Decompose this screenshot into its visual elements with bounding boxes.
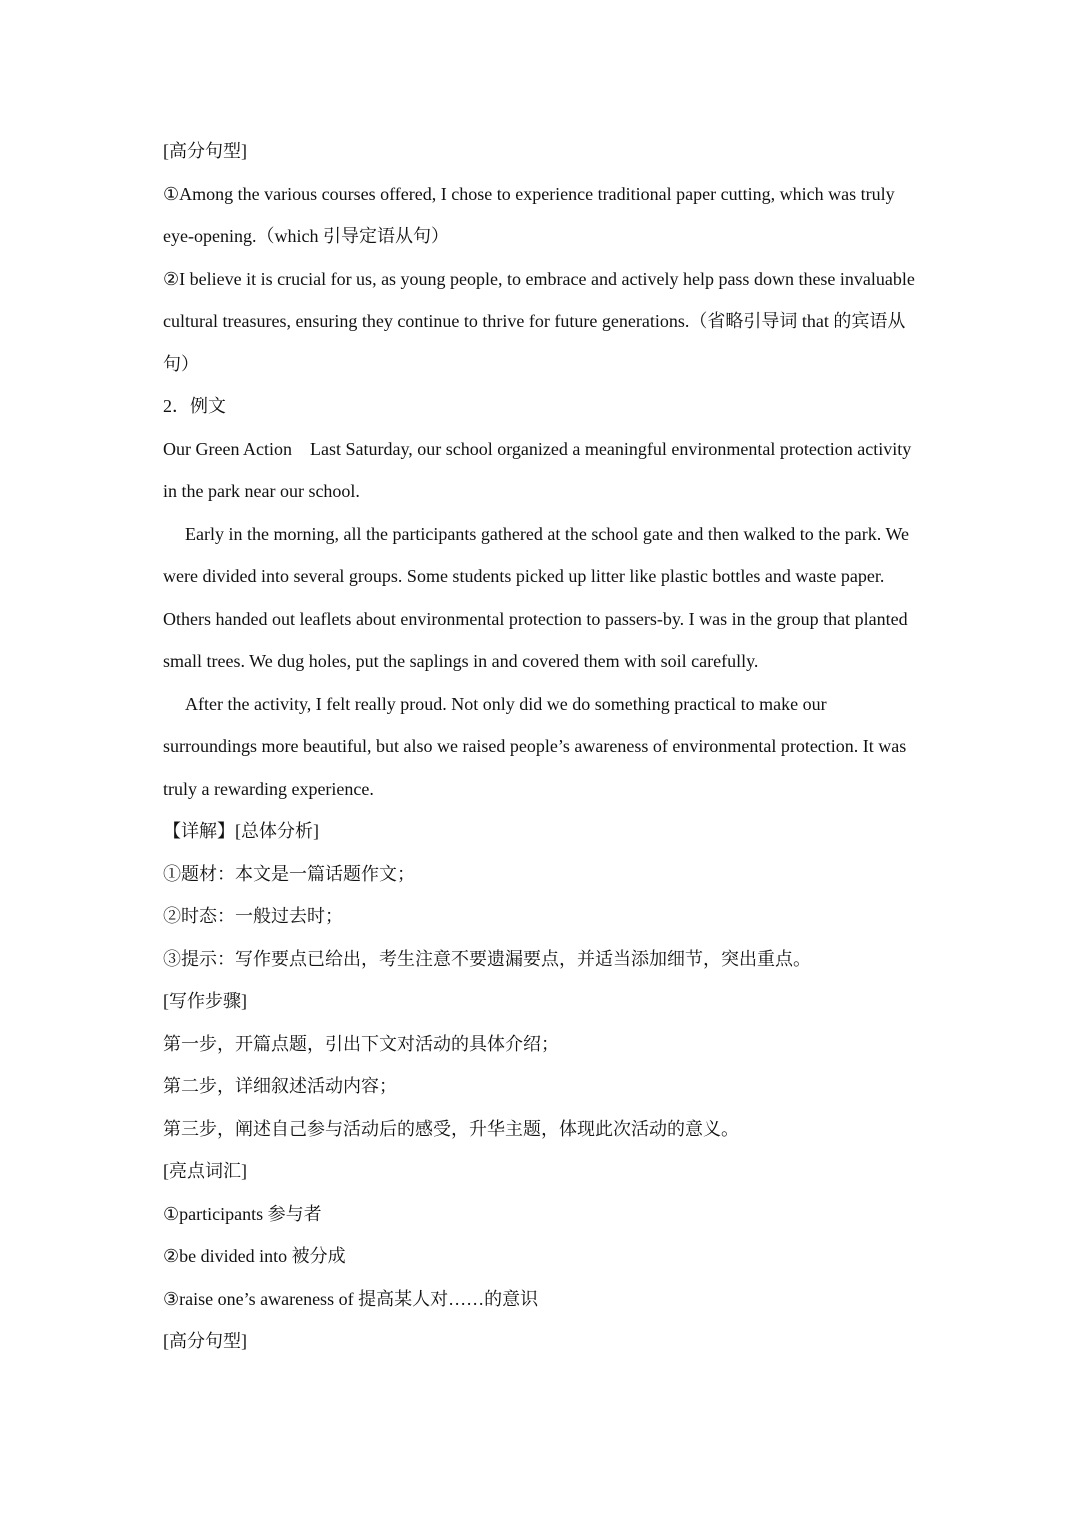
vocab-item-2: ②be divided into 被分成 <box>163 1246 346 1266</box>
vocab-item-1: ①participants 参与者 <box>163 1203 322 1224</box>
example-paragraph-2: Early in the morning, all the participants gathered at the school gate and then walked to the park. We were divided into several groups. Some students picked up litter like plastic bottles and waste paper. Others handed out leaflets about environmental protection to passers-by. I was in the group that planted small trees. We dug holes, put the saplings in and covered them with soil carefully. <box>163 523 909 671</box>
analysis-item-3: ③提示：写作要点已给出，考生注意不要遗漏要点，并适当添加细节，突出重点。 <box>163 948 811 969</box>
step-item-1: 第一步，开篇点题，引出下文对活动的具体介绍； <box>163 1033 559 1054</box>
analysis-item-2: ②时态：一般过去时； <box>163 906 343 926</box>
analysis-item-1: ①题材：本文是一篇话题作文； <box>163 863 415 884</box>
sentence-pattern-1: ①Among the various courses offered, I chose to experience traditional paper cutting, which was truly eye-opening.（which 引导定语从句） <box>163 183 895 246</box>
vocab-item-3: ③raise one’s awareness of 提高某人对……的意识 <box>163 1288 539 1309</box>
example-paragraph-1 <box>163 428 923 513</box>
example-para1-text: Last Saturday, our school organized a meaningful environmental protection activity in the park near our school. <box>163 438 912 501</box>
section-heading-2: [高分句型] <box>163 1331 247 1351</box>
section-heading: [高分句型] <box>163 141 247 161</box>
step-item-2: 第二步，详细叙述活动内容； <box>163 1076 397 1096</box>
example-number: 2．例文 <box>163 396 226 416</box>
example-paragraph-3: After the activity, I felt really proud. Not only did we do something practical to make our surroundings more beautiful, but also we raised people’s awareness of environmental protection. It was truly a rewarding experience. <box>163 693 907 799</box>
steps-heading: [写作步骤] <box>163 991 247 1011</box>
example-title: Our Green Action <box>163 438 292 459</box>
sentence-pattern-2: ②I believe it is crucial for us, as young people, to embrace and actively help pass down these invaluable cultural treasures, ensuring they continue to thrive for future generations.（省略引导词 that 的宾语从句） <box>163 268 915 374</box>
analysis-heading: 【详解】[总体分析] <box>163 821 319 841</box>
step-item-3: 第三步，阐述自己参与活动后的感受，升华主题，体现此次活动的意义。 <box>163 1118 739 1139</box>
vocab-heading: [亮点词汇] <box>163 1161 247 1181</box>
document-page <box>163 130 923 1363</box>
